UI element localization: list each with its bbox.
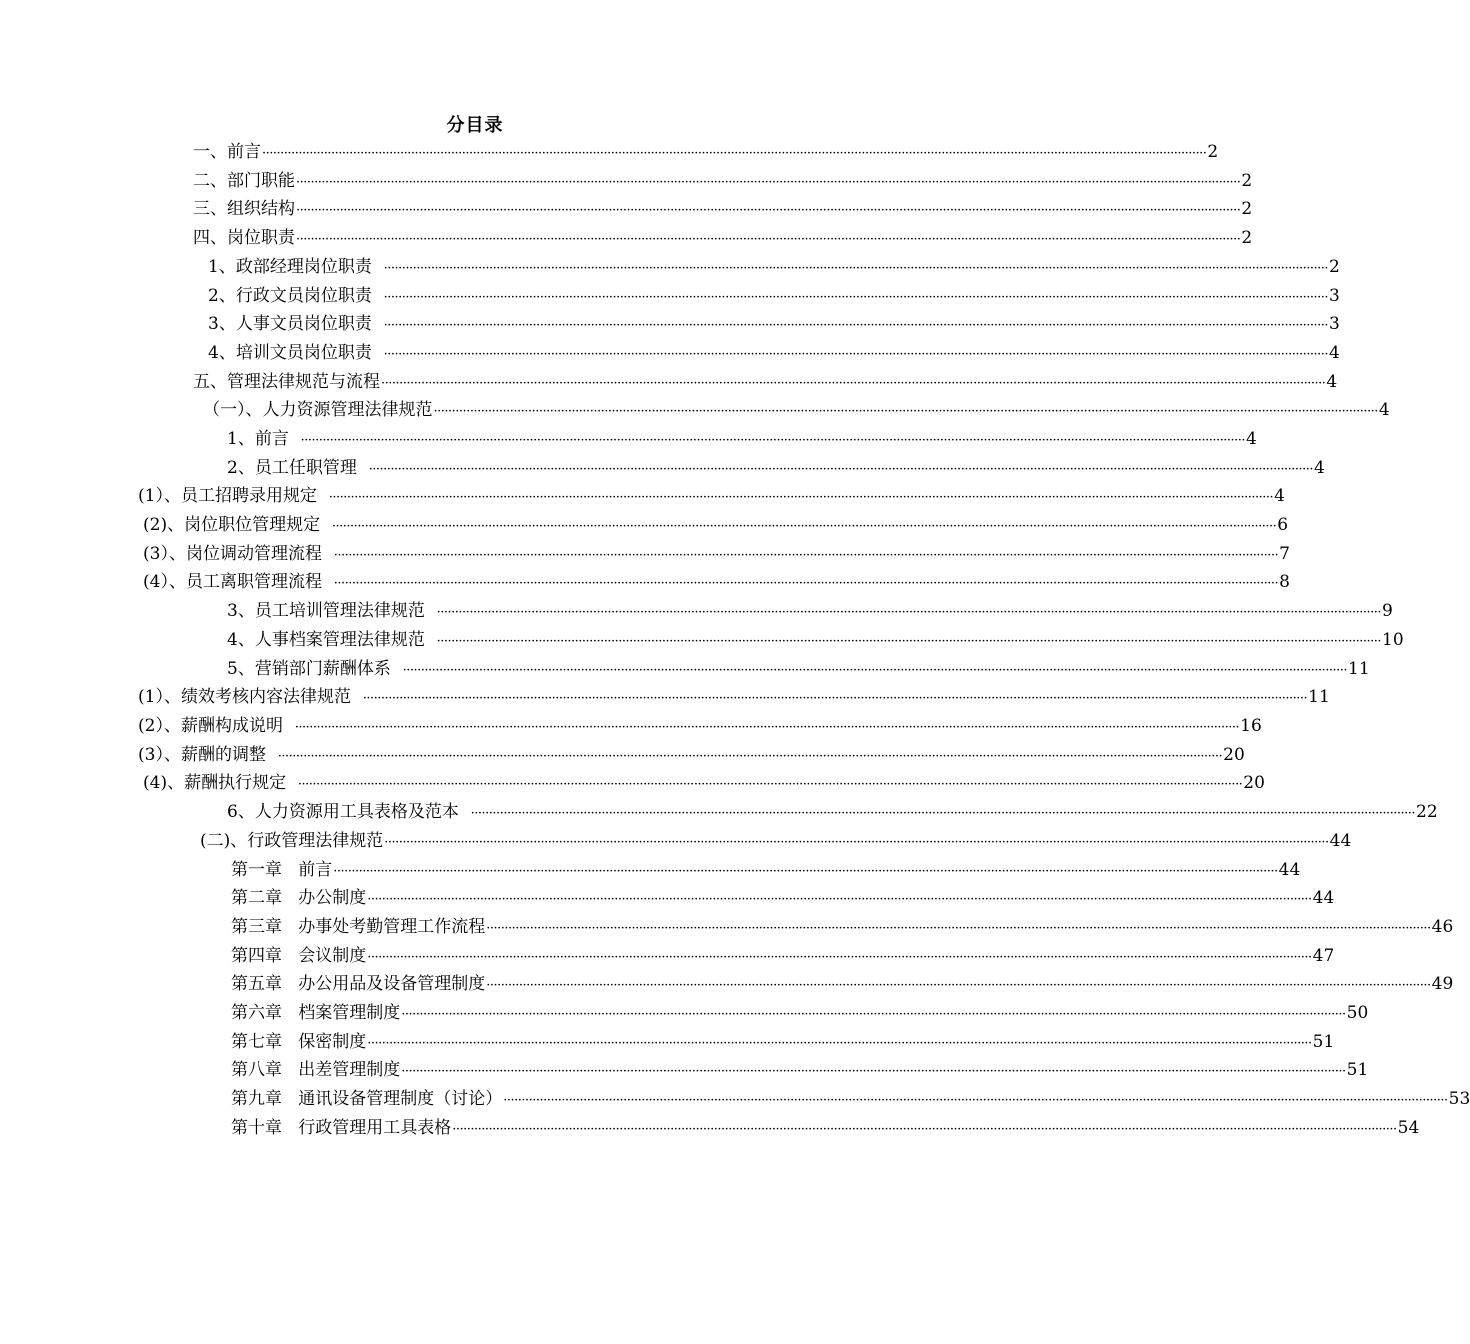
dot-leader: ···································································································································································································································································· xyxy=(277,749,1223,764)
toc-entry[interactable] xyxy=(227,456,1325,480)
toc-entry[interactable] xyxy=(208,312,1340,336)
dot-leader: ···································································································································································································································································· xyxy=(362,691,1308,706)
dot-leader: ···································································································································································································································································· xyxy=(367,950,1312,965)
toc-entry-page: 4 xyxy=(1326,372,1338,392)
toc-entry[interactable] xyxy=(193,226,1253,250)
toc-entry-label: 第十章 行政管理用工具表格 xyxy=(231,1118,452,1138)
toc-entry-page: 11 xyxy=(1348,659,1370,679)
toc-entry-page: 49 xyxy=(1431,974,1454,994)
toc-entry-page: 46 xyxy=(1431,917,1454,937)
toc-entry-label: （一）、人力资源管理法律规范 xyxy=(203,400,433,420)
toc-entry[interactable] xyxy=(208,255,1340,279)
toc-entry[interactable] xyxy=(143,513,1289,537)
dot-leader: ···································································································································································································································································· xyxy=(296,175,1241,190)
toc-entry-label: 第四章 会议制度 xyxy=(231,946,367,966)
dot-leader: ···································································································································································································································································· xyxy=(433,404,1378,419)
toc-entry-label: 三、组织结构 xyxy=(193,199,295,219)
dot-leader: ···································································································································································································································································· xyxy=(367,892,1312,907)
toc-entry[interactable] xyxy=(138,714,1262,738)
dot-leader: ···································································································································································································································································· xyxy=(384,835,1329,850)
dot-leader: ···································································································································································································································································· xyxy=(401,1064,1346,1079)
toc-entry[interactable] xyxy=(231,886,1335,910)
toc-entry[interactable] xyxy=(231,915,1454,939)
toc-entry-page: 53 xyxy=(1448,1089,1470,1109)
toc-entry[interactable] xyxy=(231,1116,1420,1140)
toc-entry-page: 50 xyxy=(1346,1003,1369,1023)
toc-entry-page: 2 xyxy=(1241,199,1253,219)
toc-entry-page: 4 xyxy=(1246,429,1257,449)
toc-entry[interactable] xyxy=(193,169,1253,193)
dot-leader: ···································································································································································································································································· xyxy=(296,232,1241,247)
toc-entry-label: 3、员工培训管理法律规范 xyxy=(227,601,436,621)
toc-entry-page: 4 xyxy=(1274,486,1285,506)
toc-entry[interactable] xyxy=(193,197,1253,221)
toc-entry[interactable] xyxy=(193,140,1219,164)
toc-entry-label: (3）、薪酬的调整 xyxy=(138,745,277,765)
toc-entry-label: 第一章 前言 xyxy=(231,860,333,880)
toc-entry[interactable] xyxy=(227,628,1404,652)
toc-entry-label: 4、人事档案管理法律规范 xyxy=(227,630,436,650)
toc-entry-page: 4 xyxy=(1378,400,1390,420)
toc-entry[interactable] xyxy=(143,542,1290,566)
toc-entry-label: 2、员工任职管理 xyxy=(227,458,368,478)
toc-entry[interactable] xyxy=(200,829,1352,853)
toc-entry-label: 第五章 办公用品及设备管理制度 xyxy=(231,974,486,994)
dot-leader: ···································································································································································································································································· xyxy=(452,1122,1397,1137)
toc-entry-page: 6 xyxy=(1277,515,1289,535)
toc-entry[interactable] xyxy=(231,858,1301,882)
toc-entry[interactable] xyxy=(231,944,1335,968)
toc-entry[interactable] xyxy=(227,657,1370,681)
dot-leader: ···································································································································································································································································· xyxy=(294,720,1240,735)
toc-entry-page: 2 xyxy=(1241,171,1253,191)
toc-entry-page: 20 xyxy=(1223,745,1245,765)
toc-entry-label: 五、管理法律规范与流程 xyxy=(193,372,380,392)
toc-entry-label: 3、人事文员岗位职责 xyxy=(208,314,383,334)
toc-entry[interactable] xyxy=(208,284,1340,308)
dot-leader: ···································································································································································································································································· xyxy=(486,978,1431,993)
dot-leader: ···································································································································································································································································· xyxy=(383,261,1329,276)
dot-leader: ···································································································································································································································································· xyxy=(503,1093,1448,1108)
dot-leader: ···································································································································································································································································· xyxy=(383,290,1329,305)
dot-leader: ···································································································································································································································································· xyxy=(367,1036,1312,1051)
page-title: 分目录 xyxy=(446,115,504,136)
toc-entry-label: 第三章 办事处考勤管理工作流程 xyxy=(231,917,486,937)
toc-entry-label: 一、前言 xyxy=(193,142,261,162)
toc-entry-label: 第六章 档案管理制度 xyxy=(231,1003,401,1023)
dot-leader: ···································································································································································································································································· xyxy=(381,376,1326,391)
toc-entry-label: (2）、薪酬构成说明 xyxy=(138,716,294,736)
toc-entry[interactable] xyxy=(231,1001,1369,1025)
toc-entry-page: 47 xyxy=(1312,946,1335,966)
toc-entry-label: (2)、岗位职位管理规定 xyxy=(143,515,331,535)
toc-entry-label: 1、前言 xyxy=(227,429,300,449)
dot-leader: ···································································································································································································································································· xyxy=(333,864,1278,879)
toc-entry-label: (1）、员工招聘录用规定 xyxy=(138,486,328,506)
toc-entry-label: (3）、岗位调动管理流程 xyxy=(143,544,333,564)
dot-leader: ···································································································································································································································································· xyxy=(383,318,1329,333)
toc-entry[interactable] xyxy=(231,1087,1470,1111)
toc-entry[interactable] xyxy=(138,743,1245,767)
dot-leader: ···································································································································································································································································· xyxy=(470,806,1416,821)
toc-entry-page: 3 xyxy=(1329,314,1340,334)
toc-entry-page: 51 xyxy=(1312,1032,1335,1052)
dot-leader: ···································································································································································································································································· xyxy=(383,347,1329,362)
toc-entry-label: 6、人力资源用工具表格及范本 xyxy=(227,802,470,822)
toc-entry[interactable] xyxy=(138,484,1285,508)
dot-leader: ···································································································································································································································································· xyxy=(300,433,1246,448)
dot-leader: ···································································································································································································································································· xyxy=(368,462,1314,477)
toc-entry-page: 2 xyxy=(1329,257,1340,277)
toc-entry-page: 2 xyxy=(1241,228,1253,248)
dot-leader: ···································································································································································································································································· xyxy=(333,548,1279,563)
toc-entry-page: 54 xyxy=(1397,1118,1420,1138)
toc-entry[interactable] xyxy=(227,800,1438,824)
toc-entry-page: 4 xyxy=(1314,458,1325,478)
toc-entry-page: 20 xyxy=(1243,773,1265,793)
toc-entry-label: 5、营销部门薪酬体系 xyxy=(227,659,402,679)
dot-leader: ···································································································································································································································································· xyxy=(401,1007,1346,1022)
toc-entry[interactable] xyxy=(143,570,1290,594)
toc-entry-page: 51 xyxy=(1346,1060,1369,1080)
toc-entry-label: 第七章 保密制度 xyxy=(231,1032,367,1052)
toc-entry-page: 22 xyxy=(1416,802,1438,822)
toc-entry-label: (4)、薪酬执行规定 xyxy=(143,773,297,793)
dot-leader: ···································································································································································································································································· xyxy=(436,605,1382,620)
toc-entry[interactable] xyxy=(193,370,1338,394)
toc-entry-label: 第九章 通讯设备管理制度（讨论） xyxy=(231,1089,503,1109)
toc-entry-label: (4）、员工离职管理流程 xyxy=(143,572,333,592)
toc-entry-page: 7 xyxy=(1279,544,1290,564)
toc-entry-page: 10 xyxy=(1382,630,1404,650)
toc-entry-label: 四、岗位职责 xyxy=(193,228,295,248)
toc-entry-page: 8 xyxy=(1279,572,1290,592)
toc-entry[interactable] xyxy=(208,341,1340,365)
toc-entry-page: 9 xyxy=(1382,601,1393,621)
dot-leader: ···································································································································································································································································· xyxy=(297,777,1243,792)
toc-entry-page: 11 xyxy=(1308,687,1330,707)
toc-entry[interactable] xyxy=(143,771,1265,795)
toc-entry-label: (1）、绩效考核内容法律规范 xyxy=(138,687,362,707)
toc-entry-page: 44 xyxy=(1329,831,1352,851)
dot-leader: ···································································································································································································································································· xyxy=(486,921,1431,936)
toc-entry-label: 1、政部经理岗位职责 xyxy=(208,257,383,277)
dot-leader: ···································································································································································································································································· xyxy=(296,203,1241,218)
toc-entry-label: 4、培训文员岗位职责 xyxy=(208,343,383,363)
toc-entry-label: (二)、行政管理法律规范 xyxy=(200,831,384,851)
toc-entry-page: 3 xyxy=(1329,286,1340,306)
dot-leader: ···································································································································································································································································· xyxy=(328,490,1274,505)
toc-entry[interactable] xyxy=(138,685,1330,709)
dot-leader: ···································································································································································································································································· xyxy=(262,146,1207,161)
toc-entry-page: 44 xyxy=(1278,860,1301,880)
toc-entry[interactable] xyxy=(231,1030,1335,1054)
toc-entry[interactable] xyxy=(227,427,1257,451)
toc-entry[interactable] xyxy=(231,1058,1369,1082)
dot-leader: ···································································································································································································································································· xyxy=(333,576,1279,591)
dot-leader: ···································································································································································································································································· xyxy=(402,663,1348,678)
toc-entry-label: 第二章 办公制度 xyxy=(231,888,367,908)
toc-entry-page: 16 xyxy=(1240,716,1262,736)
toc-entry-label: 二、部门职能 xyxy=(193,171,295,191)
toc-entry-label: 第八章 出差管理制度 xyxy=(231,1060,401,1080)
toc-entry[interactable] xyxy=(231,972,1454,996)
dot-leader: ···································································································································································································································································· xyxy=(436,634,1382,649)
toc-entry-label: 2、行政文员岗位职责 xyxy=(208,286,383,306)
dot-leader: ···································································································································································································································································· xyxy=(331,519,1277,534)
toc-entry[interactable] xyxy=(203,398,1390,422)
toc-entry[interactable] xyxy=(227,599,1393,623)
toc-entry-page: 44 xyxy=(1312,888,1335,908)
toc-entry-page: 2 xyxy=(1207,142,1219,162)
toc-entry-page: 4 xyxy=(1329,343,1340,363)
